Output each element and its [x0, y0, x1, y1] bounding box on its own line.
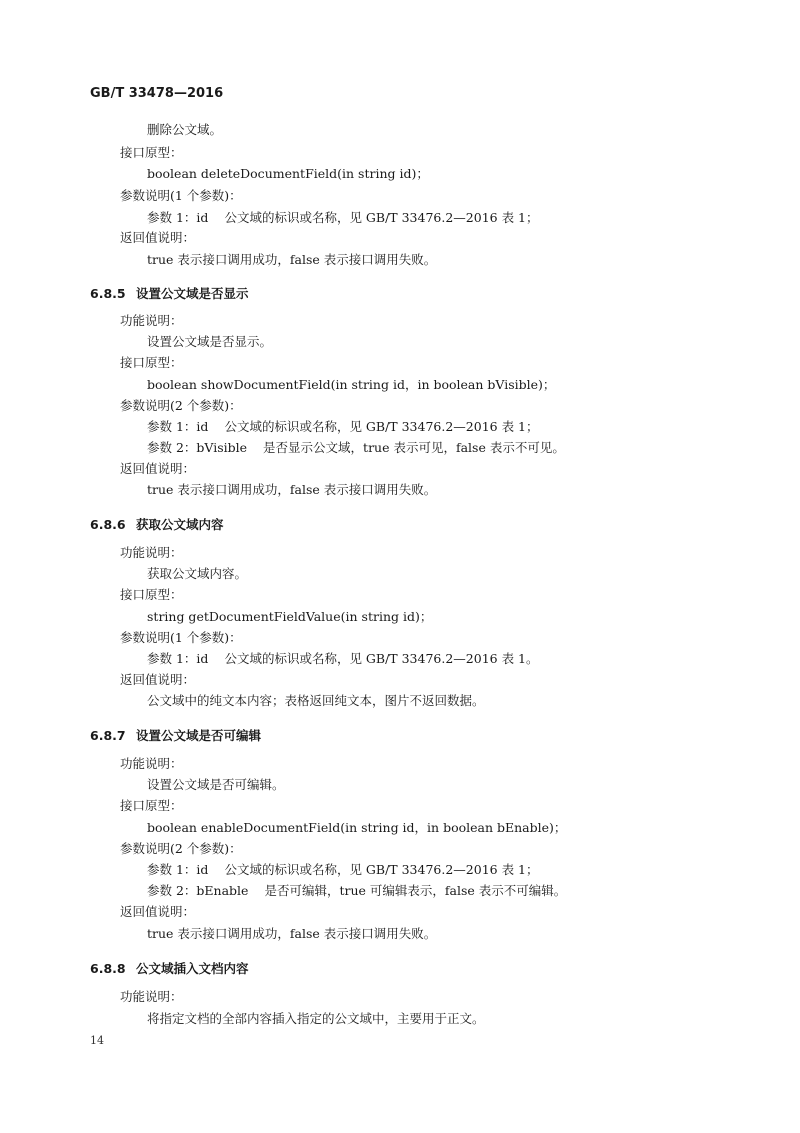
intro-proto: boolean deleteDocumentField(in string id)； — [147, 166, 429, 181]
section-heading-6-8-8 — [90, 959, 249, 977]
param-name: 参数 2：bEnable — [147, 883, 249, 898]
proto-label: 接口原型： — [120, 355, 183, 370]
param-name: 参数 2：bVisible — [147, 440, 248, 455]
func-desc: 设置公文域是否可编辑。 — [147, 777, 285, 792]
section-number: 6.8.6 — [90, 517, 126, 532]
param2 — [147, 440, 565, 456]
params-label: 参数说明(2 个参数)： — [120, 398, 242, 413]
section-number: 6.8.7 — [90, 728, 126, 743]
func-desc: 将指定文档的全部内容插入指定的公文域中，主要用于正文。 — [147, 1011, 485, 1026]
section-title: 设置公文域是否可编辑 — [136, 728, 262, 743]
param1 — [147, 419, 539, 435]
param-desc: 公文域的标识或名称，见 GB/T 33476.2—2016 表 1； — [224, 419, 539, 434]
param-desc: 公文域的标识或名称，见 GB/T 33476.2—2016 表 1； — [224, 210, 539, 225]
intro-desc: 删除公文域。 — [147, 122, 223, 137]
proto: boolean enableDocumentField(in string id，in boolean bEnable)； — [147, 820, 567, 835]
return-label: 返回值说明： — [120, 672, 196, 687]
intro-param1 — [147, 210, 539, 226]
proto: string getDocumentFieldValue(in string id)； — [147, 609, 433, 624]
return-label: 返回值说明： — [120, 904, 196, 919]
proto-label: 接口原型： — [120, 587, 183, 602]
params-label: 参数说明(2 个参数)： — [120, 841, 242, 856]
param1 — [147, 862, 539, 878]
section-heading-6-8-7 — [90, 726, 261, 744]
intro-return-label: 返回值说明： — [120, 230, 196, 245]
section-number: 6.8.5 — [90, 286, 126, 301]
func-label: 功能说明： — [120, 989, 183, 1004]
func-label: 功能说明： — [120, 756, 183, 771]
func-label: 功能说明： — [120, 313, 183, 328]
param-name: 参数 1：id — [147, 862, 209, 877]
proto: boolean showDocumentField(in string id，in boolean bVisible)； — [147, 377, 556, 392]
func-label: 功能说明： — [120, 545, 183, 560]
section-title: 公文域插入文档内容 — [136, 961, 249, 976]
intro-proto-label: 接口原型： — [120, 145, 183, 160]
params-label: 参数说明(1 个参数)： — [120, 630, 242, 645]
func-desc: 获取公文域内容。 — [147, 566, 248, 581]
func-desc: 设置公文域是否显示。 — [147, 334, 273, 349]
param-desc: 公文域的标识或名称，见 GB/T 33476.2—2016 表 1。 — [224, 651, 539, 666]
section-title: 获取公文域内容 — [136, 517, 224, 532]
param2 — [147, 883, 566, 899]
running-header: GB/T 33478—2016 — [90, 86, 224, 101]
intro-return-desc: true 表示接口调用成功，false 表示接口调用失败。 — [147, 252, 437, 267]
proto-label: 接口原型： — [120, 798, 183, 813]
return-desc: true 表示接口调用成功，false 表示接口调用失败。 — [147, 482, 437, 497]
page-number: 14 — [90, 1034, 104, 1047]
param1 — [147, 651, 539, 667]
section-title: 设置公文域是否显示 — [136, 286, 249, 301]
section-heading-6-8-5 — [90, 284, 249, 302]
param-desc: 是否显示公文域，true 表示可见，false 表示不可见。 — [263, 440, 565, 455]
param-name: 参数 1：id — [147, 419, 209, 434]
param-name: 参数 1：id — [147, 210, 209, 225]
return-label: 返回值说明： — [120, 461, 196, 476]
section-heading-6-8-6 — [90, 515, 224, 533]
param-name: 参数 1：id — [147, 651, 209, 666]
param-desc: 公文域的标识或名称，见 GB/T 33476.2—2016 表 1； — [224, 862, 539, 877]
section-number: 6.8.8 — [90, 961, 126, 976]
intro-params-label: 参数说明(1 个参数)： — [120, 188, 242, 203]
param-desc: 是否可编辑，true 可编辑表示，false 表示不可编辑。 — [264, 883, 567, 898]
return-desc: true 表示接口调用成功，false 表示接口调用失败。 — [147, 926, 437, 941]
return-desc: 公文域中的纯文本内容；表格返回纯文本，图片不返回数据。 — [147, 693, 485, 708]
